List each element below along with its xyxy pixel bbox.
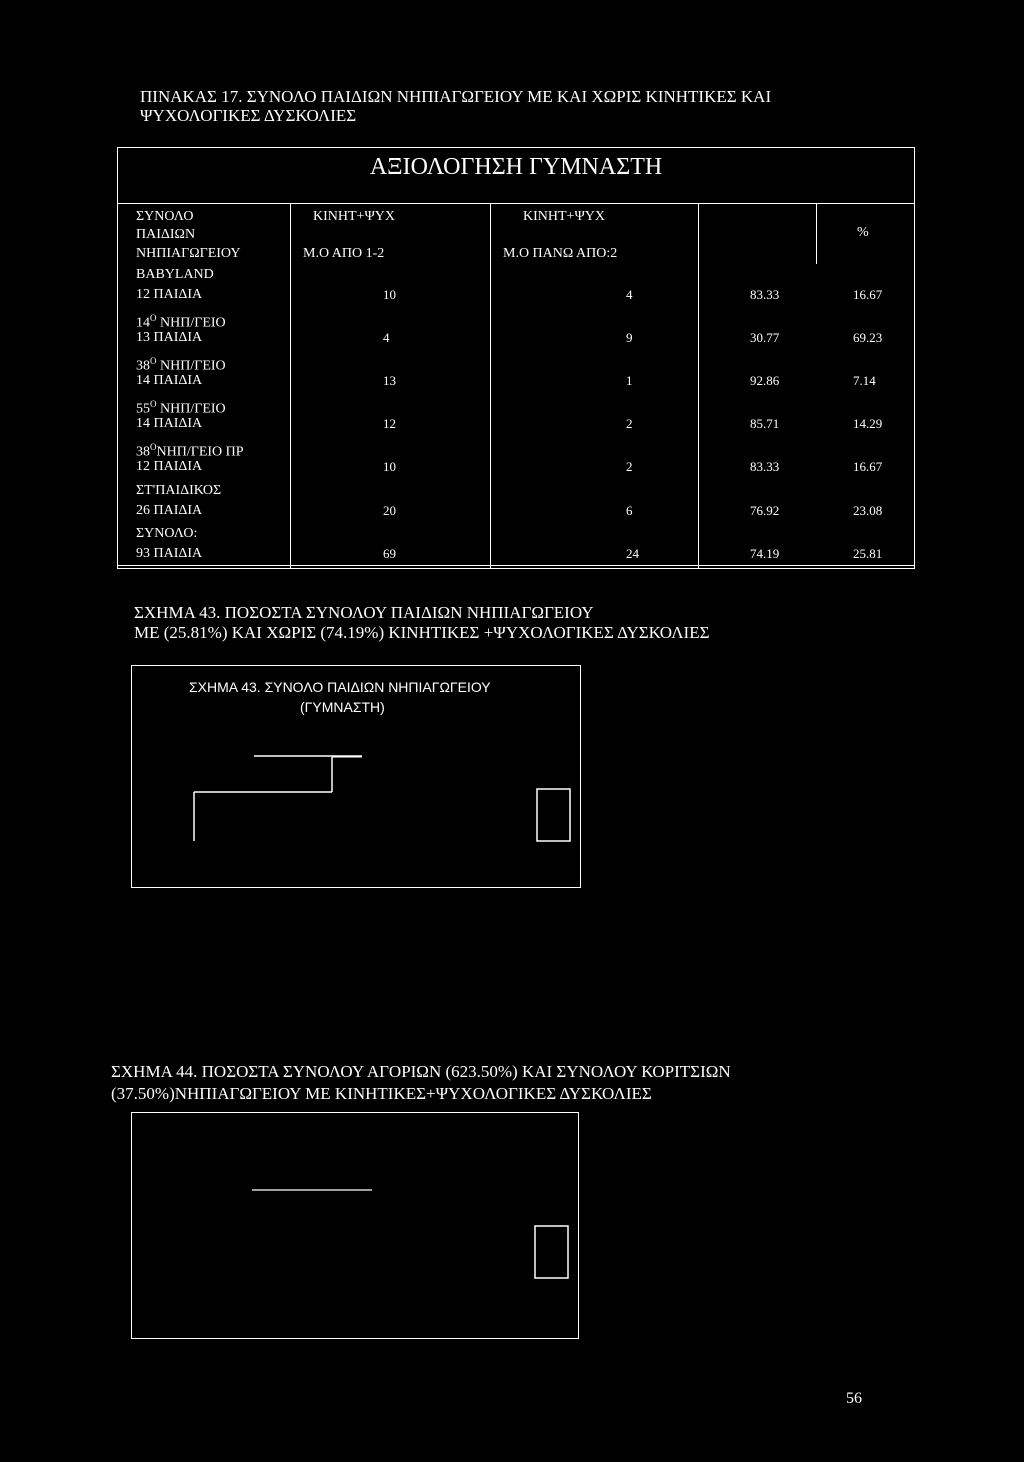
cell-a: 12 <box>383 416 396 432</box>
row-count: 12 ΠΑΙΔΙΑ <box>136 459 203 475</box>
cell-p1: 30.77 <box>750 330 780 346</box>
header-col4-percent: % <box>857 225 869 240</box>
cell-p1: 83.33 <box>750 459 780 475</box>
row-name: ΣΤ'ΠΑΙΔΙΚΟΣ <box>136 482 222 498</box>
table-divider <box>490 204 491 568</box>
chart-title: ΣΧΗΜΑ 43. ΣΥΝΟΛΟ ΠΑΙΔΙΩΝ ΝΗΠΙΑΓΩΓΕΙΟΥ <box>189 679 491 695</box>
cell-a: 13 <box>383 373 396 389</box>
row-name: $55^O$ ΝΗΠ/ΓΕΙΟ <box>136 399 226 417</box>
row-count: 26 ΠΑΙΔΙΑ <box>136 502 203 518</box>
cell-b: 2 <box>626 416 633 432</box>
table-divider <box>118 565 914 566</box>
cell-b: 1 <box>626 373 633 389</box>
legend-box <box>535 1226 568 1278</box>
chart-43 <box>131 665 581 888</box>
cell-p2: 69.23 <box>853 330 883 346</box>
cell-p1: 76.92 <box>750 502 780 518</box>
fig44-caption-line2: (37.50%)ΝΗΠΙΑΓΩΓΕΙΟΥ ΜΕ ΚΙΝΗΤΙΚΕΣ+ΨΥΧΟΛΟΓΙΚΕΣ ΔΥΣΚΟΛΙΕΣ <box>111 1084 652 1103</box>
cell-p2: 23.08 <box>853 502 883 518</box>
fig44-caption-line1: ΣΧΗΜΑ 44. ΠΟΣΟΣΤΑ ΣΥΝΟΛΟΥ ΑΓΟΡΙΩΝ (623.50%) ΚΑΙ ΣΥΝΟΛΟΥ ΚΟΡΙΤΣΙΩΝ <box>111 1062 731 1081</box>
table-title: ΑΞΙΟΛΟΓΗΣΗ ΓΥΜΝΑΣΤΗ <box>369 154 663 180</box>
cell-p1: 92.86 <box>750 373 780 389</box>
row-name: ΣΥΝΟΛΟ: <box>136 525 198 541</box>
cell-a: 10 <box>383 459 396 475</box>
fig43-caption-line2: ΜΕ (25.81%) ΚΑΙ ΧΩΡΙΣ (74.19%) ΚΙΝΗΤΙΚΕΣ +ΨΥΧΟΛΟΓΙΚΕΣ ΔΥΣΚΟΛΙΕΣ <box>134 623 710 642</box>
cell-p1: 83.33 <box>750 287 780 302</box>
header-col1-line2: ΠΑΙΔΙΩΝ <box>136 227 196 242</box>
chart-subtitle: (ΓΥΜΝΑΣΤΗ) <box>300 699 385 715</box>
chart-43-svg <box>132 666 582 889</box>
row-count: 12 ΠΑΙΔΙΑ <box>136 287 203 302</box>
chart-44 <box>131 1112 579 1339</box>
cell-p2: 16.67 <box>853 459 883 475</box>
cell-b: 9 <box>626 330 633 346</box>
row-count: 13 ΠΑΙΔΙΑ <box>136 330 203 346</box>
row-name: $38^ONH\Pi$/ΓΕΙΟ ΠΡ <box>136 442 244 461</box>
header-col2-line1: ΚΙΝΗΤ+ΨΥΧ <box>313 209 395 224</box>
row-name: $38^O$ ΝΗΠ/ΓΕΙΟ <box>136 356 226 374</box>
table-divider <box>290 204 291 568</box>
cell-a: 20 <box>383 502 396 518</box>
cell-p2: 16.67 <box>853 287 883 302</box>
header-col1-line3: ΝΗΠΙΑΓΩΓΕΙΟΥ <box>136 246 241 261</box>
table-caption-line2: ΨΥΧΟΛΟΓΙΚΕΣ ΔΥΣΚΟΛΙΕΣ <box>140 106 357 125</box>
fig43-caption-line1: ΣΧΗΜΑ 43. ΠΟΣΟΣΤΑ ΣΥΝΟΛΟΥ ΠΑΙΔΙΩΝ ΝΗΠΙΑΓΩΓΕΙΟΥ <box>134 603 594 622</box>
assessment-table <box>117 147 915 569</box>
cell-p1: 74.19 <box>750 545 780 561</box>
cell-p2: 14.29 <box>853 416 883 432</box>
row-count: 14 ΠΑΙΔΙΑ <box>136 373 203 389</box>
header-col2-line2: Μ.Ο ΑΠΟ 1-2 <box>303 246 385 261</box>
cell-b: 2 <box>626 459 633 475</box>
row-name: BABYLAND <box>136 267 214 282</box>
legend-box <box>537 789 570 841</box>
header-col1-line1: ΣΥΝΟΛΟ <box>136 209 194 224</box>
cell-b: 4 <box>626 287 633 302</box>
row-name: $14^O$ ΝΗΠ/ΓΕΙΟ <box>136 313 226 331</box>
table-caption-line1: ΠΙΝΑΚΑΣ 17. ΣΥΝΟΛΟ ΠΑΙΔΙΩΝ ΝΗΠΙΑΓΩΓΕΙΟΥ ΜΕ ΚΑΙ ΧΩΡΙΣ ΚΙΝΗΤΙΚΕΣ ΚΑΙ <box>140 87 772 106</box>
cell-a: 10 <box>383 287 396 302</box>
cell-p2: 25.81 <box>853 545 883 561</box>
header-col3-line1: ΚΙΝΗΤ+ΨΥΧ <box>523 209 605 224</box>
row-count: 93 ΠΑΙΔΙΑ <box>136 545 203 561</box>
table-divider <box>118 203 914 204</box>
cell-a: 69 <box>383 545 396 561</box>
cell-p2: 7.14 <box>853 373 876 389</box>
header-col3-line2: Μ.Ο ΠΑΝΩ ΑΠΟ:2 <box>503 246 618 261</box>
cell-a: 4 <box>383 330 390 346</box>
cell-b: 24 <box>626 545 639 561</box>
chart-44-svg <box>132 1113 580 1340</box>
cell-b: 6 <box>626 502 633 518</box>
table-divider <box>698 204 699 568</box>
row-count: 14 ΠΑΙΔΙΑ <box>136 416 203 432</box>
cell-p1: 85.71 <box>750 416 780 432</box>
page-number: 56 <box>846 1390 862 1407</box>
table-divider <box>816 204 817 264</box>
